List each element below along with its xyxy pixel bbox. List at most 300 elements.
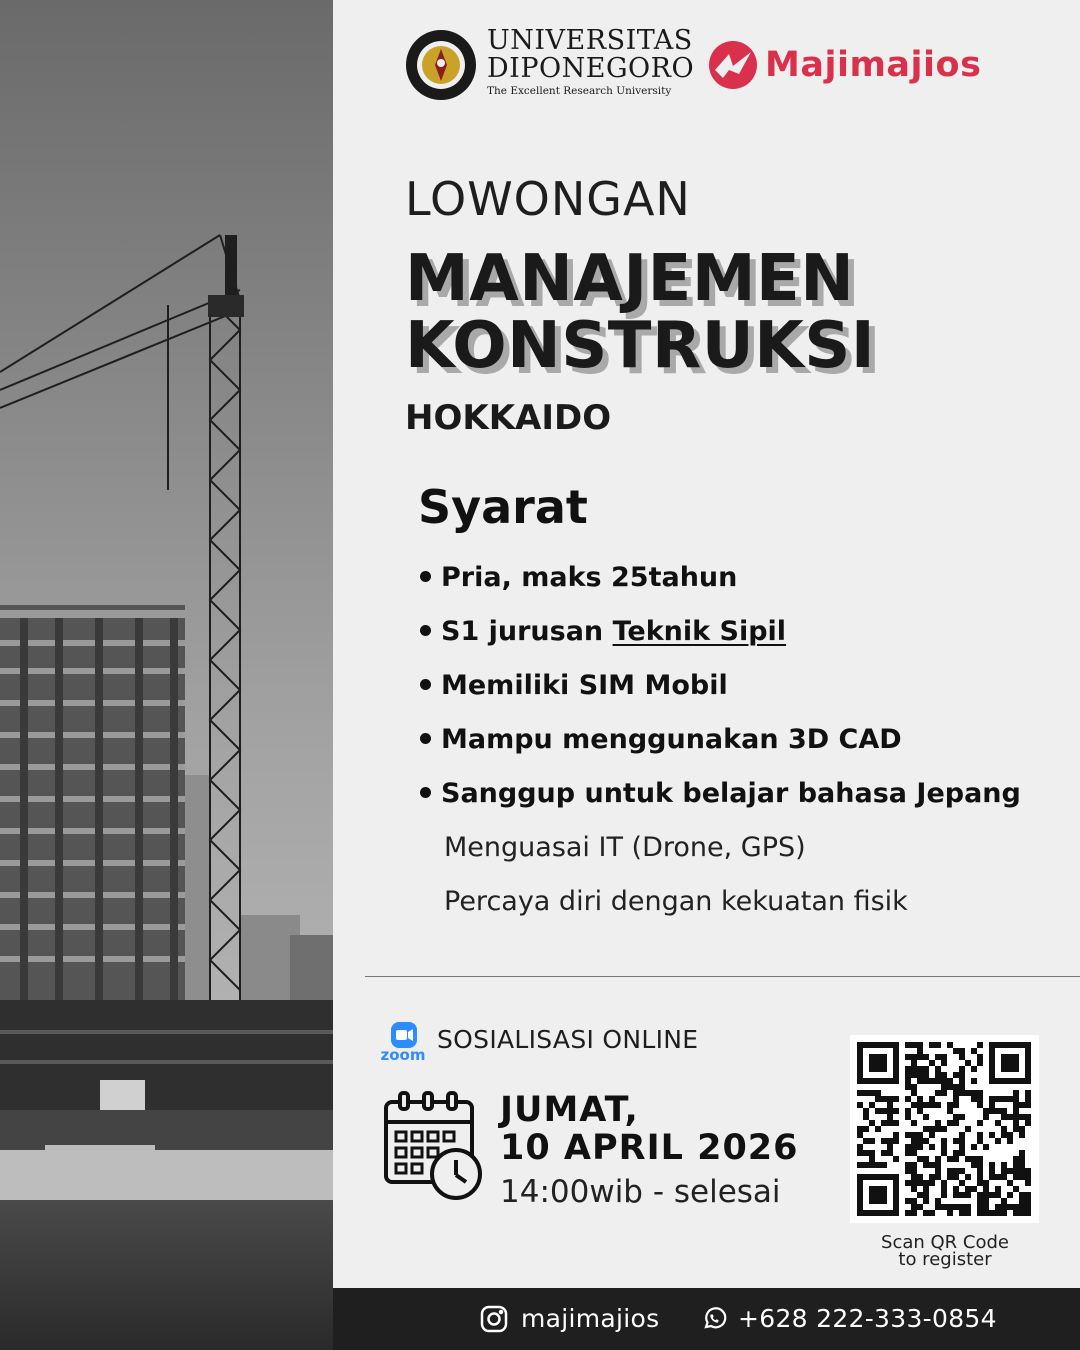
qr-module (893, 1120, 899, 1126)
qr-module (977, 1210, 983, 1216)
qr-module (1025, 1120, 1031, 1126)
qr-module (989, 1060, 995, 1066)
qr-module (875, 1186, 881, 1192)
qr-module (929, 1132, 935, 1138)
qr-module (995, 1174, 1001, 1180)
qr-caption-line2: to register (898, 1249, 992, 1270)
event-date: 10 APRIL 2026 (500, 1128, 799, 1168)
qr-module (1001, 1132, 1007, 1138)
qr-module (947, 1168, 953, 1174)
title-kicker: LOWONGAN (405, 172, 691, 226)
qr-module (1013, 1096, 1019, 1102)
qr-module (989, 1066, 995, 1072)
qr-module (1025, 1096, 1031, 1102)
qr-module (947, 1042, 953, 1048)
qr-module (923, 1192, 929, 1198)
qr-module (1007, 1096, 1013, 1102)
qr-module (893, 1042, 899, 1048)
qr-module (953, 1168, 959, 1174)
qr-module (1007, 1054, 1013, 1060)
university-tagline: The Excellent Research University (487, 85, 672, 97)
bullet (420, 571, 431, 582)
qr-module (1019, 1132, 1025, 1138)
qr-module (917, 1156, 923, 1162)
qr-module (1013, 1168, 1019, 1174)
qr-module (1001, 1096, 1007, 1102)
qr-module (1007, 1114, 1013, 1120)
qr-module (869, 1102, 875, 1108)
qr-module (1013, 1210, 1019, 1216)
qr-module (989, 1132, 995, 1138)
qr-module (875, 1096, 881, 1102)
origami-crane-icon (707, 40, 759, 90)
qr-module (983, 1198, 989, 1204)
qr-module (917, 1096, 923, 1102)
qr-module (947, 1078, 953, 1084)
qr-module (935, 1072, 941, 1078)
qr-module (905, 1132, 911, 1138)
event-day: JUMAT, (500, 1090, 639, 1130)
qr-module (857, 1174, 863, 1180)
qr-module (983, 1144, 989, 1150)
qr-module (857, 1048, 863, 1054)
qr-module (863, 1126, 869, 1132)
qr-module (863, 1150, 869, 1156)
requirement-item (420, 778, 1021, 809)
qr-module (911, 1162, 917, 1168)
qr-module (1013, 1042, 1019, 1048)
qr-module (977, 1132, 983, 1138)
qr-module (881, 1060, 887, 1066)
title-location: HOKKAIDO (405, 398, 612, 438)
qr-module (905, 1054, 911, 1060)
qr-module (881, 1174, 887, 1180)
qr-module (893, 1096, 899, 1102)
qr-module (989, 1162, 995, 1168)
qr-module (911, 1060, 917, 1066)
qr-module (905, 1180, 911, 1186)
qr-module (917, 1072, 923, 1078)
qr-module (965, 1060, 971, 1066)
event-title: SOSIALISASI ONLINE (437, 1025, 699, 1054)
qr-module (1019, 1150, 1025, 1156)
qr-module (911, 1174, 917, 1180)
extra-requirement: Percaya diri dengan kekuatan fisik (444, 886, 908, 917)
qr-module (893, 1198, 899, 1204)
qr-module (959, 1072, 965, 1078)
qr-module (971, 1096, 977, 1102)
bullet (420, 679, 431, 690)
qr-module (953, 1084, 959, 1090)
qr-module (929, 1102, 935, 1108)
qr-module (881, 1096, 887, 1102)
bullet (420, 625, 431, 636)
qr-module (977, 1156, 983, 1162)
qr-module (929, 1060, 935, 1066)
qr-module (911, 1042, 917, 1048)
qr-module (887, 1120, 893, 1126)
qr-module (947, 1120, 953, 1126)
requirement-text: S1 jurusan (441, 616, 613, 647)
qr-module (1025, 1114, 1031, 1120)
qr-module (863, 1210, 869, 1216)
qr-module (875, 1054, 881, 1060)
qr-module (857, 1186, 863, 1192)
qr-module (929, 1042, 935, 1048)
qr-code[interactable] (850, 1035, 1039, 1223)
qr-module (941, 1150, 947, 1156)
qr-module (911, 1072, 917, 1078)
qr-module (893, 1078, 899, 1084)
qr-module (1019, 1078, 1025, 1084)
qr-module (977, 1204, 983, 1210)
qr-module (989, 1108, 995, 1114)
qr-module (1013, 1090, 1019, 1096)
qr-module (905, 1210, 911, 1216)
qr-module (869, 1042, 875, 1048)
qr-module (857, 1132, 863, 1138)
qr-module (1013, 1102, 1019, 1108)
qr-module (929, 1144, 935, 1150)
construction-photo (0, 0, 333, 1350)
qr-module (893, 1192, 899, 1198)
qr-module (911, 1198, 917, 1204)
qr-module (965, 1210, 971, 1216)
qr-module (1025, 1204, 1031, 1210)
qr-module (995, 1096, 1001, 1102)
qr-module (989, 1078, 995, 1084)
qr-module (977, 1096, 983, 1102)
qr-module (857, 1210, 863, 1216)
qr-module (959, 1204, 965, 1210)
qr-module (911, 1210, 917, 1216)
qr-module (959, 1150, 965, 1156)
qr-module (989, 1210, 995, 1216)
qr-module (983, 1192, 989, 1198)
qr-module (935, 1162, 941, 1168)
qr-module (1019, 1156, 1025, 1162)
calendar-clock-icon (382, 1090, 486, 1202)
qr-module (977, 1168, 983, 1174)
qr-module (1013, 1186, 1019, 1192)
qr-module (995, 1186, 1001, 1192)
qr-module (995, 1192, 1001, 1198)
extra-requirement: Menguasai IT (Drone, GPS) (444, 832, 806, 863)
qr-module (935, 1120, 941, 1126)
qr-module (905, 1078, 911, 1084)
qr-module (875, 1162, 881, 1168)
qr-module (905, 1084, 911, 1090)
qr-module (959, 1168, 965, 1174)
qr-module (923, 1102, 929, 1108)
qr-module (935, 1204, 941, 1210)
qr-module (971, 1144, 977, 1150)
qr-module (923, 1072, 929, 1078)
qr-module (1019, 1174, 1025, 1180)
qr-module (1013, 1066, 1019, 1072)
qr-caption-line1: Scan QR Code (881, 1232, 1009, 1253)
qr-module (959, 1192, 965, 1198)
qr-module (917, 1042, 923, 1048)
qr-module (953, 1048, 959, 1054)
qr-module (1013, 1156, 1019, 1162)
qr-module (887, 1210, 893, 1216)
qr-module (893, 1066, 899, 1072)
qr-module (887, 1114, 893, 1120)
event-time: 14:00wib - selesai (500, 1174, 781, 1210)
qr-module (917, 1132, 923, 1138)
qr-module (917, 1066, 923, 1072)
qr-module (947, 1084, 953, 1090)
qr-module (857, 1198, 863, 1204)
qr-module (893, 1048, 899, 1054)
qr-module (1001, 1042, 1007, 1048)
qr-module (863, 1078, 869, 1084)
qr-module (881, 1054, 887, 1060)
qr-module (989, 1072, 995, 1078)
requirement-item (420, 670, 728, 701)
requirements-heading: Syarat (418, 480, 588, 534)
requirement-item (420, 616, 786, 647)
qr-module (953, 1186, 959, 1192)
qr-module (959, 1078, 965, 1084)
qr-module (989, 1174, 995, 1180)
qr-module (887, 1144, 893, 1150)
qr-module (995, 1078, 1001, 1084)
qr-module (947, 1108, 953, 1114)
qr-module (857, 1042, 863, 1048)
requirement-text: Pria, maks 25tahun (441, 562, 738, 593)
qr-module (869, 1066, 875, 1072)
qr-module (1019, 1192, 1025, 1198)
qr-module (869, 1138, 875, 1144)
qr-module (1001, 1054, 1007, 1060)
qr-module (953, 1114, 959, 1120)
qr-module (893, 1210, 899, 1216)
qr-module (923, 1054, 929, 1060)
qr-module (917, 1144, 923, 1150)
qr-module (1025, 1090, 1031, 1096)
qr-module (935, 1090, 941, 1096)
qr-module (971, 1066, 977, 1072)
qr-module (875, 1210, 881, 1216)
qr-module (959, 1138, 965, 1144)
qr-module (1013, 1054, 1019, 1060)
qr-module (1013, 1108, 1019, 1114)
qr-module (875, 1078, 881, 1084)
qr-module (953, 1096, 959, 1102)
qr-module (893, 1108, 899, 1114)
qr-module (911, 1144, 917, 1150)
qr-module (863, 1090, 869, 1096)
qr-module (917, 1078, 923, 1084)
qr-module (1007, 1138, 1013, 1144)
qr-module (989, 1054, 995, 1060)
qr-module (941, 1072, 947, 1078)
qr-module (953, 1150, 959, 1156)
title-line2: KONSTRUKSI (405, 309, 876, 383)
qr-module (887, 1150, 893, 1156)
qr-module (953, 1102, 959, 1108)
qr-module (977, 1192, 983, 1198)
qr-module (971, 1090, 977, 1096)
qr-module (857, 1150, 863, 1156)
qr-module (1013, 1078, 1019, 1084)
university-name-line2: DIPONEGORO (487, 53, 695, 84)
qr-module (965, 1156, 971, 1162)
qr-module (1007, 1132, 1013, 1138)
qr-module (911, 1066, 917, 1072)
qr-module (917, 1054, 923, 1060)
qr-module (917, 1138, 923, 1144)
qr-module (1001, 1162, 1007, 1168)
qr-module (1001, 1210, 1007, 1216)
qr-module (965, 1204, 971, 1210)
qr-module (923, 1198, 929, 1204)
qr-module (911, 1120, 917, 1126)
qr-module (989, 1192, 995, 1198)
whatsapp-number[interactable]: +628 222-333-0854 (738, 1304, 997, 1333)
qr-module (959, 1114, 965, 1120)
requirement-underlined-text: Teknik Sipil (612, 616, 787, 647)
qr-module (1013, 1126, 1019, 1132)
instagram-handle[interactable]: majimajios (521, 1304, 660, 1333)
qr-module (905, 1114, 911, 1120)
qr-module (941, 1054, 947, 1060)
qr-module (875, 1066, 881, 1072)
qr-module (935, 1102, 941, 1108)
qr-module (923, 1186, 929, 1192)
qr-module (983, 1204, 989, 1210)
qr-module (965, 1090, 971, 1096)
qr-module (893, 1054, 899, 1060)
qr-module (1007, 1078, 1013, 1084)
qr-module (869, 1120, 875, 1126)
qr-module (1019, 1210, 1025, 1216)
qr-module (929, 1162, 935, 1168)
qr-module (1013, 1174, 1019, 1180)
qr-module (1025, 1078, 1031, 1084)
qr-module (875, 1174, 881, 1180)
title-line1: MANAJEMEN (405, 242, 855, 316)
qr-module (887, 1174, 893, 1180)
qr-module (893, 1180, 899, 1186)
partner-name: Majimajios (765, 45, 982, 85)
qr-module (893, 1174, 899, 1180)
qr-module (953, 1120, 959, 1126)
qr-module (989, 1048, 995, 1054)
qr-module (989, 1096, 995, 1102)
qr-module (1007, 1168, 1013, 1174)
qr-module (923, 1114, 929, 1120)
qr-module (959, 1132, 965, 1138)
qr-module (1025, 1192, 1031, 1198)
footer-bar (333, 1288, 1080, 1350)
qr-module (1013, 1204, 1019, 1210)
qr-module (935, 1078, 941, 1084)
qr-module (893, 1204, 899, 1210)
qr-module (875, 1090, 881, 1096)
qr-module (857, 1102, 863, 1108)
qr-module (1007, 1066, 1013, 1072)
qr-module (905, 1198, 911, 1204)
qr-module (1019, 1204, 1025, 1210)
qr-module (905, 1162, 911, 1168)
qr-module (941, 1192, 947, 1198)
qr-module (893, 1186, 899, 1192)
qr-module (875, 1192, 881, 1198)
qr-module (857, 1090, 863, 1096)
qr-module (857, 1066, 863, 1072)
qr-module (917, 1204, 923, 1210)
qr-module (953, 1174, 959, 1180)
qr-module (911, 1054, 917, 1060)
qr-module (863, 1138, 869, 1144)
qr-module (917, 1108, 923, 1114)
qr-module (965, 1126, 971, 1132)
qr-module (971, 1156, 977, 1162)
qr-module (1001, 1204, 1007, 1210)
qr-module (983, 1108, 989, 1114)
qr-module (977, 1162, 983, 1168)
qr-module (935, 1054, 941, 1060)
qr-module (911, 1084, 917, 1090)
bullet (420, 733, 431, 744)
qr-module (953, 1156, 959, 1162)
qr-module (1001, 1174, 1007, 1180)
qr-module (917, 1180, 923, 1186)
qr-module (857, 1162, 863, 1168)
qr-module (869, 1198, 875, 1204)
qr-module (881, 1198, 887, 1204)
qr-module (983, 1114, 989, 1120)
qr-module (977, 1180, 983, 1186)
qr-module (1007, 1180, 1013, 1186)
qr-module (923, 1078, 929, 1084)
qr-module (875, 1126, 881, 1132)
qr-code-icon (850, 1035, 1039, 1223)
qr-module (905, 1096, 911, 1102)
qr-module (1025, 1168, 1031, 1174)
qr-module (1001, 1060, 1007, 1066)
qr-module (971, 1162, 977, 1168)
section-divider (365, 976, 1080, 977)
qr-module (1025, 1066, 1031, 1072)
qr-module (935, 1168, 941, 1174)
qr-module (947, 1204, 953, 1210)
qr-module (1025, 1198, 1031, 1204)
qr-module (929, 1210, 935, 1216)
qr-module (911, 1102, 917, 1108)
qr-module (923, 1066, 929, 1072)
qr-module (863, 1162, 869, 1168)
qr-module (965, 1192, 971, 1198)
qr-module (911, 1168, 917, 1174)
qr-module (989, 1102, 995, 1108)
qr-module (1025, 1174, 1031, 1180)
qr-module (875, 1198, 881, 1204)
qr-module (857, 1144, 863, 1150)
qr-module (977, 1054, 983, 1060)
qr-module (959, 1180, 965, 1186)
qr-module (1025, 1072, 1031, 1078)
qr-module (1025, 1060, 1031, 1066)
requirement-text: Memiliki SIM Mobil (441, 670, 728, 701)
qr-module (959, 1090, 965, 1096)
qr-module (977, 1138, 983, 1144)
qr-module (1001, 1198, 1007, 1204)
qr-module (1001, 1126, 1007, 1132)
